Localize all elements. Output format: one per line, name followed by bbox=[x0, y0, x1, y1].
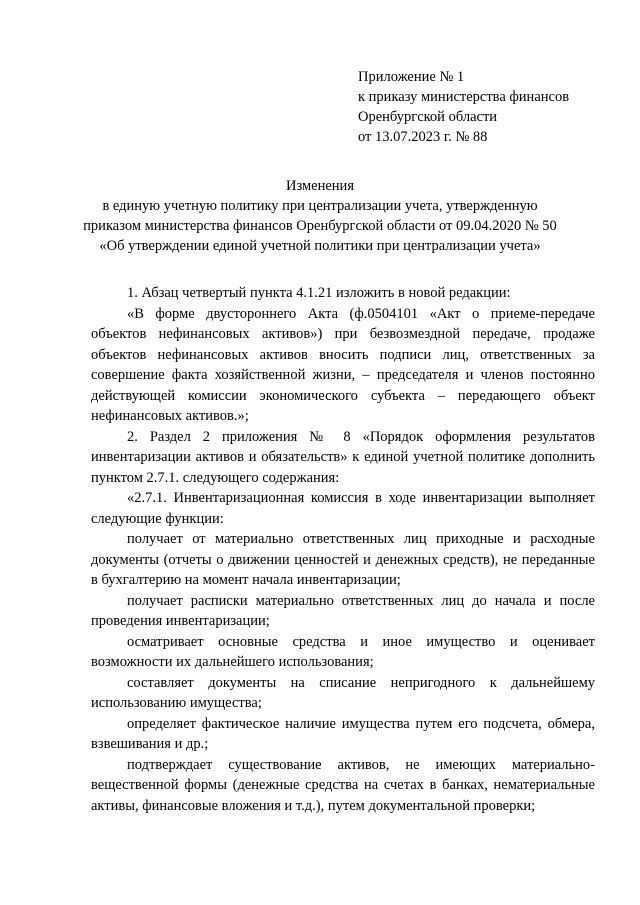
title-line-4: «Об утверждении единой учетной политики при централизации учета» bbox=[99, 238, 541, 254]
title-line-3: приказом министерства финансов Оренбургской области от 09.04.2020 № 50 bbox=[83, 218, 557, 234]
paragraph: осматривает основные средства и иное имущество и оценивает возможности их дальнейшего использования; bbox=[91, 633, 595, 670]
paragraph: 2. Раздел 2 приложения № 8 «Порядок оформления результатов инвентаризации активов и обязательств» к единой учетной политике дополнить пунктом 2.7.1. следующего содержания: bbox=[91, 428, 595, 486]
paragraph: получает расписки материально ответственных лиц до начала и после проведения инвентаризации; bbox=[91, 592, 595, 629]
title-line-2: в единую учетную политику при централизации учета, утвержденную bbox=[102, 198, 538, 214]
paragraph: составляет документы на списание непригодного к дальнейшему использованию имущества; bbox=[91, 674, 595, 711]
paragraph: «2.7.1. Инвентаризационная комиссия в ходе инвентаризации выполняет следующие функции: bbox=[91, 490, 595, 527]
paragraph: подтверждает существование активов, не имеющих материально-вещественной формы (денежные средства на счетах в банках, нематериальные активы, финансовые вложения и т.д.), путем документальной проверки; bbox=[91, 756, 595, 814]
document-title bbox=[80, 176, 560, 256]
appendix-line-4: от 13.07.2023 г. № 88 bbox=[358, 129, 488, 145]
appendix-header bbox=[358, 67, 620, 147]
appendix-line-3: Оренбургской области bbox=[358, 109, 498, 125]
paragraph: определяет фактическое наличие имущества путем его подсчета, обмера, взвешивания и др.; bbox=[91, 715, 595, 752]
title-line-1: Изменения bbox=[286, 178, 354, 194]
paragraph: 1. Абзац четвертый пункта 4.1.21 изложить в новой редакции: bbox=[127, 285, 511, 301]
document-body bbox=[91, 283, 595, 816]
paragraph: «В форме двустороннего Акта (ф.0504101 «Акт о приеме-передаче объектов нефинансовых активов») при безвозмездной передаче, продаже объектов нефинансовых активов вносить подписи лиц, ответственных за совершение факта хозяйственной жизни, – председателя и членов постоянно действующей комиссии экономического субъекта – передающего объект нефинансовых активов.»; bbox=[91, 305, 595, 424]
appendix-line-2: к приказу министерства финансов bbox=[358, 89, 570, 105]
appendix-line-1: Приложение № 1 bbox=[358, 69, 465, 85]
paragraph: получает от материально ответственных лиц приходные и расходные документы (отчеты о движении ценностей и денежных средств), не переданные в бухгалтерию на момент начала инвентаризации; bbox=[91, 531, 595, 588]
